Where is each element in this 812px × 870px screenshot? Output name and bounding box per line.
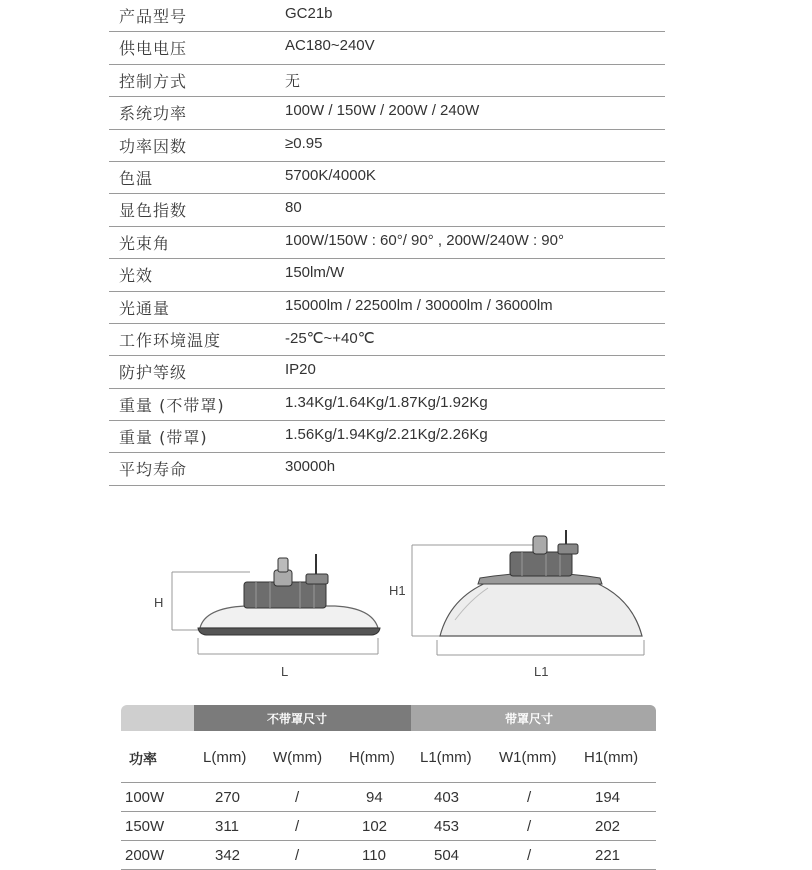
spec-row: [109, 356, 665, 388]
cell-power: 150W: [125, 818, 165, 835]
cell-w1: /: [527, 789, 532, 806]
cell-w: /: [295, 847, 300, 864]
spec-key: 光效: [119, 266, 154, 286]
spec-key: 工作环境温度: [119, 330, 222, 350]
spec-value: 100W / 150W / 200W / 240W: [285, 102, 480, 120]
col-w: W(mm): [273, 749, 323, 766]
group-with-cover: [411, 705, 656, 731]
spec-table: [109, 0, 665, 486]
spec-row: [109, 292, 665, 324]
spec-row: [109, 227, 665, 259]
size-table-column-header: [121, 731, 656, 783]
spec-key: 防护等级: [119, 363, 188, 383]
cell-w: /: [295, 818, 300, 835]
group-without-cover-label: 不带罩尺寸: [267, 712, 328, 726]
spec-value: 1.56Kg/1.94Kg/2.21Kg/2.26Kg: [285, 426, 488, 444]
col-l1: L1(mm): [420, 749, 472, 766]
spec-value: 80: [285, 199, 302, 217]
spec-value: AC180~240V: [285, 37, 375, 55]
spec-key: 供电电压: [119, 39, 188, 59]
spec-row: [109, 32, 665, 64]
dimension-drawings: [0, 530, 812, 690]
cell-l1: 453: [434, 818, 460, 835]
spec-value: IP20: [285, 361, 316, 379]
spec-key: 功率因数: [119, 136, 188, 156]
size-table: [121, 705, 656, 870]
cell-h1: 221: [595, 847, 621, 864]
spec-key: 光通量: [119, 298, 171, 318]
cell-l1: 504: [434, 847, 460, 864]
spec-row: [109, 130, 665, 162]
spec-row: [109, 97, 665, 129]
cell-h: 102: [362, 818, 388, 835]
spec-value: 15000lm / 22500lm / 30000lm / 36000lm: [285, 296, 553, 314]
cell-w: /: [295, 789, 300, 806]
cell-h: 110: [362, 847, 386, 864]
lamp-drawings: [0, 530, 812, 690]
col-l: L(mm): [203, 749, 247, 766]
spec-row: [109, 421, 665, 453]
spec-value: 1.34Kg/1.64Kg/1.87Kg/1.92Kg: [285, 393, 488, 411]
length-with-cover-label: L1: [534, 664, 549, 679]
col-power: 功率: [129, 752, 157, 768]
table-row: [121, 783, 656, 812]
spec-key: 产品型号: [119, 7, 188, 26]
spec-value: ≥0.95: [285, 134, 323, 152]
spec-value: 30000h: [285, 458, 336, 476]
cell-w1: /: [527, 847, 532, 864]
spec-row: [109, 162, 665, 194]
spec-value: GC21b: [285, 5, 333, 22]
spec-key: 重量 (带罩): [119, 428, 208, 448]
height-with-cover-label: H1: [389, 583, 406, 598]
group-without-cover: [194, 705, 411, 731]
header-blank-cell: [121, 705, 194, 731]
spec-value: 150lm/W: [285, 264, 345, 282]
cell-power: 100W: [125, 789, 165, 806]
length-label: L: [281, 664, 289, 679]
spec-key: 控制方式: [119, 71, 188, 91]
table-row: [121, 812, 656, 841]
cell-power: 200W: [125, 847, 165, 864]
spec-row: [109, 194, 665, 226]
col-h1: H1(mm): [584, 749, 639, 766]
spec-row: [109, 389, 665, 421]
spec-value: 100W/150W : 60°/ 90° , 200W/240W : 90°: [285, 231, 564, 249]
cell-w1: /: [527, 818, 532, 835]
size-table-group-header: [121, 705, 656, 731]
spec-key: 系统功率: [119, 104, 188, 124]
spec-value: 无: [285, 72, 301, 90]
cell-l: 342: [215, 847, 241, 864]
lamp-with-cover-drawing: [412, 530, 644, 655]
height-label: H: [154, 595, 164, 610]
col-w1: W1(mm): [499, 749, 557, 766]
spec-key: 色温: [119, 168, 154, 188]
col-h: H(mm): [349, 749, 395, 766]
spec-value: 5700K/4000K: [285, 166, 376, 184]
spec-value: -25℃~+40℃: [285, 329, 375, 347]
spec-row: [109, 65, 665, 97]
spec-key: 光束角: [119, 233, 171, 253]
spec-key: 重量 (不带罩): [119, 395, 225, 415]
spec-key: 显色指数: [119, 201, 188, 221]
cell-l1: 403: [434, 789, 460, 806]
spec-key: 平均寿命: [119, 460, 188, 480]
spec-row: [109, 324, 665, 356]
group-with-cover-label: 带罩尺寸: [505, 712, 554, 726]
cell-h1: 194: [595, 789, 621, 806]
cell-h: 94: [366, 789, 383, 806]
spec-row: [109, 453, 665, 485]
cell-h1: 202: [595, 818, 621, 835]
cell-l: 311: [215, 818, 239, 835]
lamp-without-cover-drawing: [172, 554, 380, 654]
cell-l: 270: [215, 789, 241, 806]
spec-row: [109, 259, 665, 291]
spec-row: [109, 0, 665, 32]
